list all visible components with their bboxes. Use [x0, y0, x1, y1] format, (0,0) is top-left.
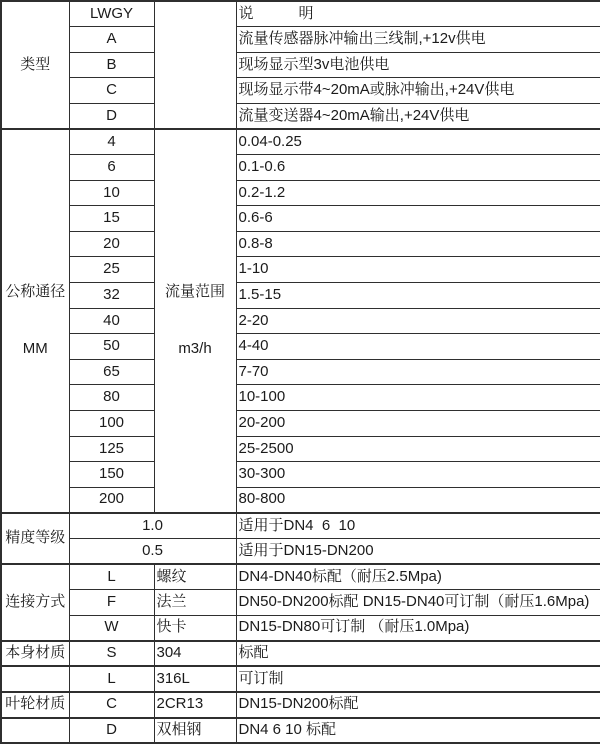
- type-desc-cell: 现场显示带4~20mA或脉冲输出,+24V供电: [236, 78, 600, 104]
- table-row: [1, 436, 600, 462]
- type-code-cell: A: [69, 27, 154, 53]
- table-row: [1, 615, 600, 641]
- flow-range-cell: 0.04-0.25: [236, 129, 600, 155]
- body-material-name-cell: 304: [154, 641, 236, 667]
- diameter-size-cell: 150: [69, 462, 154, 488]
- table-row: [1, 334, 600, 360]
- flow-range-label-line1: 流量范围: [164, 283, 225, 301]
- table-row: [1, 692, 600, 718]
- type-code-cell: B: [69, 52, 154, 78]
- diameter-size-cell: 65: [69, 359, 154, 385]
- connection-desc-cell: DN15-DN80可订制 （耐压1.0Mpa): [236, 615, 600, 641]
- connection-code-cell: F: [69, 590, 154, 616]
- impeller-material-desc-cell: 可订制: [236, 666, 600, 692]
- flow-range-cell: 1.5-15: [236, 283, 600, 309]
- diameter-size-cell: 50: [69, 334, 154, 360]
- connection-name-cell: 法兰: [154, 590, 236, 616]
- flow-range-cell: 80-800: [236, 487, 600, 513]
- impeller-material-code-cell: C: [69, 692, 154, 718]
- diameter-size-cell: 100: [69, 411, 154, 437]
- table-row: [1, 180, 600, 206]
- connection-code-cell: W: [69, 615, 154, 641]
- type-desc-cell: 流量传感器脉冲输出三线制,+12v供电: [236, 27, 600, 53]
- flow-range-cell: 30-300: [236, 462, 600, 488]
- table-row: [1, 257, 600, 283]
- description-header-cell: 说 明: [236, 1, 600, 27]
- body-material-section-label: 本身材质: [1, 641, 69, 667]
- flow-range-cell: 0.2-1.2: [236, 180, 600, 206]
- table-row: [1, 411, 600, 437]
- diameter-label-line1: 公称通径: [5, 283, 66, 301]
- flow-range-cell: 4-40: [236, 334, 600, 360]
- diameter-size-cell: 10: [69, 180, 154, 206]
- flow-range-cell: 0.6-6: [236, 206, 600, 232]
- table-row: [1, 666, 600, 692]
- type-section-label: 类型: [1, 1, 69, 129]
- flow-range-cell: 25-2500: [236, 436, 600, 462]
- diameter-size-cell: 200: [69, 487, 154, 513]
- accuracy-value-cell: 1.0: [69, 513, 236, 539]
- flow-range-cell: 10-100: [236, 385, 600, 411]
- connection-desc-cell: DN50-DN200标配 DN15-DN40可订制（耐压1.6Mpa): [236, 590, 600, 616]
- type-header-code-cell: LWGY: [69, 1, 154, 27]
- diameter-size-cell: 80: [69, 385, 154, 411]
- accuracy-desc-cell: 适用于DN4 6 10: [236, 513, 600, 539]
- diameter-size-cell: 15: [69, 206, 154, 232]
- table-row: [1, 231, 600, 257]
- table-row: [1, 155, 600, 181]
- table-row: [1, 1, 600, 27]
- diameter-size-cell: 125: [69, 436, 154, 462]
- accuracy-section-label: 精度等级: [1, 513, 69, 564]
- body-material-code-cell: S: [69, 641, 154, 667]
- connection-code-cell: L: [69, 564, 154, 590]
- connection-name-cell: 螺纹: [154, 564, 236, 590]
- impeller-material-name-cell: 316L: [154, 666, 236, 692]
- table-row: [1, 513, 600, 539]
- type-code-cell: C: [69, 78, 154, 104]
- table-row: [1, 462, 600, 488]
- diameter-size-cell: 20: [69, 231, 154, 257]
- body-material-desc-cell: 标配: [236, 641, 600, 667]
- flow-range-label-line2: m3/h: [178, 339, 212, 357]
- table-row: [1, 308, 600, 334]
- diameter-size-cell: 4: [69, 129, 154, 155]
- table-row: [1, 283, 600, 309]
- flow-range-cell: 0.1-0.6: [236, 155, 600, 181]
- impeller-material-name-cell: 2CR13: [154, 692, 236, 718]
- table-row: [1, 385, 600, 411]
- diameter-size-cell: 6: [69, 155, 154, 181]
- flow-range-header-cell: [154, 129, 236, 513]
- table-row: [1, 590, 600, 616]
- type-empty-column-cell: [154, 1, 236, 129]
- table-row: [1, 359, 600, 385]
- flow-range-cell: 7-70: [236, 359, 600, 385]
- table-row: [1, 129, 600, 155]
- impeller-material-empty-label-cell: [1, 718, 69, 744]
- table-row: [1, 78, 600, 104]
- accuracy-desc-cell: 适用于DN15-DN200: [236, 538, 600, 564]
- flow-range-cell: 2-20: [236, 308, 600, 334]
- impeller-material-desc-cell: DN4 6 10 标配: [236, 718, 600, 744]
- impeller-material-name-cell: 双相钢: [154, 718, 236, 744]
- table-row: [1, 206, 600, 232]
- table-row: [1, 718, 600, 744]
- diameter-label-line2: MM: [22, 339, 48, 357]
- table-row: [1, 487, 600, 513]
- connection-desc-cell: DN4-DN40标配（耐压2.5Mpa): [236, 564, 600, 590]
- table-row: [1, 538, 600, 564]
- table-row: [1, 103, 600, 129]
- flow-range-cell: 1-10: [236, 257, 600, 283]
- diameter-size-cell: 25: [69, 257, 154, 283]
- table-row: [1, 52, 600, 78]
- table-row: [1, 564, 600, 590]
- connection-name-cell: 快卡: [154, 615, 236, 641]
- impeller-material-desc-cell: DN15-DN200标配: [236, 692, 600, 718]
- type-desc-cell: 现场显示型3v电池供电: [236, 52, 600, 78]
- impeller-material-section-label: 叶轮材质: [1, 692, 69, 718]
- accuracy-value-cell: 0.5: [69, 538, 236, 564]
- impeller-material-empty-label-cell: [1, 666, 69, 692]
- diameter-size-cell: 40: [69, 308, 154, 334]
- flow-range-cell: 0.8-8: [236, 231, 600, 257]
- diameter-size-cell: 32: [69, 283, 154, 309]
- connection-section-label: 连接方式: [1, 564, 69, 641]
- type-code-cell: D: [69, 103, 154, 129]
- table-row: [1, 641, 600, 667]
- type-desc-cell: 流量变送器4~20mA输出,+24V供电: [236, 103, 600, 129]
- impeller-material-code-cell: L: [69, 666, 154, 692]
- diameter-section-label: [1, 129, 69, 513]
- table-row: [1, 27, 600, 53]
- impeller-material-code-cell: D: [69, 718, 154, 744]
- flow-range-cell: 20-200: [236, 411, 600, 437]
